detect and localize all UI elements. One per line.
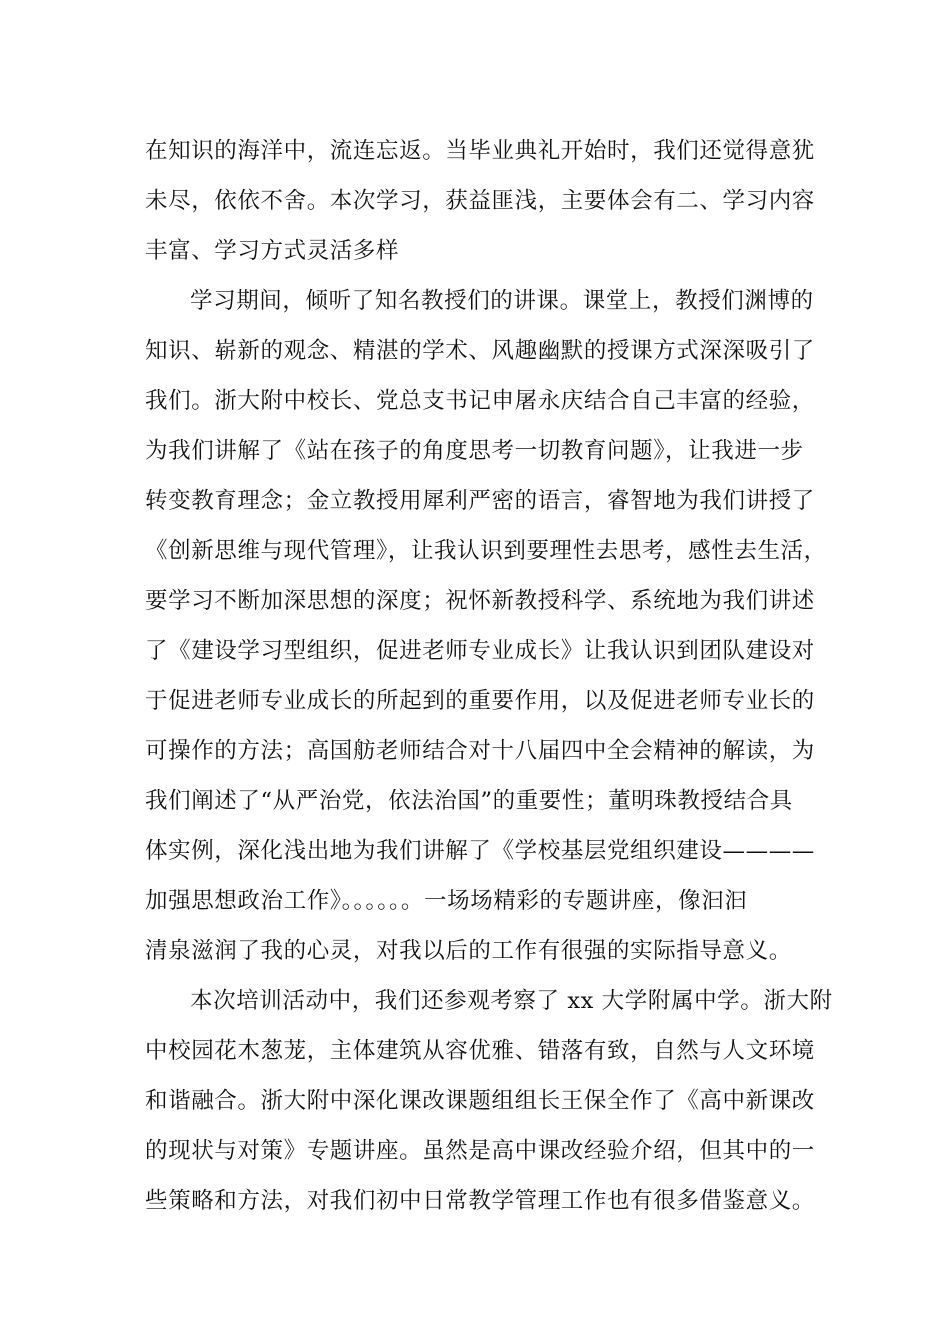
paragraph-2-line-11: 我们阐述了“从严治党，依法治国”的重要性；董明珠教授结合具 [145, 788, 793, 814]
paragraph-1-line-1: 在知识的海洋中，流连忘返。当毕业典礼开始时，我们还觉得意犹 [145, 138, 815, 164]
paragraph-2-line-6: 《创新思维与现代管理》，让我认识到要理性去思考，感性去生活， [145, 538, 827, 564]
paragraph-2-line-5: 转变教育理念；金立教授用犀利严密的语言，睿智地为我们讲授了 [145, 488, 815, 514]
paragraph-2-line-3: 我们。浙大附中校长、党总支书记申屠永庆结合自己丰富的经验， [145, 388, 815, 414]
paragraph-3-line-5: 些策略和方法，对我们初中日常教学管理工作也有很多借鉴意义。 [145, 1188, 815, 1214]
paragraph-2-line-7: 要学习不断加深思想的深度；祝怀新教授科学、系统地为我们讲述 [145, 588, 815, 614]
paragraph-2-line-4: 为我们讲解了《站在孩子的角度思考一切教育问题》，让我进一步 [145, 438, 804, 464]
paragraph-3-line-1: 本次培训活动中，我们还参观考察了 xx 大学附属中学。浙大附 [190, 988, 833, 1014]
paragraph-2-line-9: 于促进老师专业成长的所起到的重要作用，以及促进老师专业长的 [145, 688, 815, 714]
paragraph-2-line-8: 了《建设学习型组织，促进老师专业成长》让我认识到团队建设对 [145, 638, 815, 664]
paragraph-3-line-2: 中校园花木葱茏，主体建筑从容优雅、错落有致，自然与人文环境 [145, 1038, 815, 1064]
paragraph-3-line-4: 的现状与对策》专题讲座。虽然是高中课改经验介绍，但其中的一 [145, 1138, 815, 1164]
paragraph-1-line-2: 未尽，依依不舍。本次学习，获益匪浅，主要体会有二、学习内容 [145, 188, 815, 214]
paragraph-2-line-13: 加强思想政治工作》。。。。。。一场场精彩的专题讲座，像汩汩 [145, 888, 748, 914]
paragraph-3-line-3: 和谐融合。浙大附中深化课改课题组组长王保全作了《高中新课改 [145, 1088, 815, 1114]
paragraph-1-line-3: 丰富、学习方式灵活多样 [145, 238, 400, 264]
paragraph-2-line-14: 清泉滋润了我的心灵，对我以后的工作有很强的实际指导意义。 [145, 938, 792, 964]
paragraph-2-line-2: 知识、崭新的观念、精湛的学术、风趣幽默的授课方式深深吸引了 [145, 338, 815, 364]
paragraph-2-line-10: 可操作的方法；高国舫老师结合对十八届四中全会精神的解读，为 [145, 738, 815, 764]
paragraph-2-line-1: 学习期间，倾听了知名教授们的讲课。课堂上，教授们渊博的 [190, 288, 814, 314]
paragraph-2-line-12: 体实例，深化浅出地为我们讲解了《学校基层党组织建设———— [145, 838, 815, 864]
